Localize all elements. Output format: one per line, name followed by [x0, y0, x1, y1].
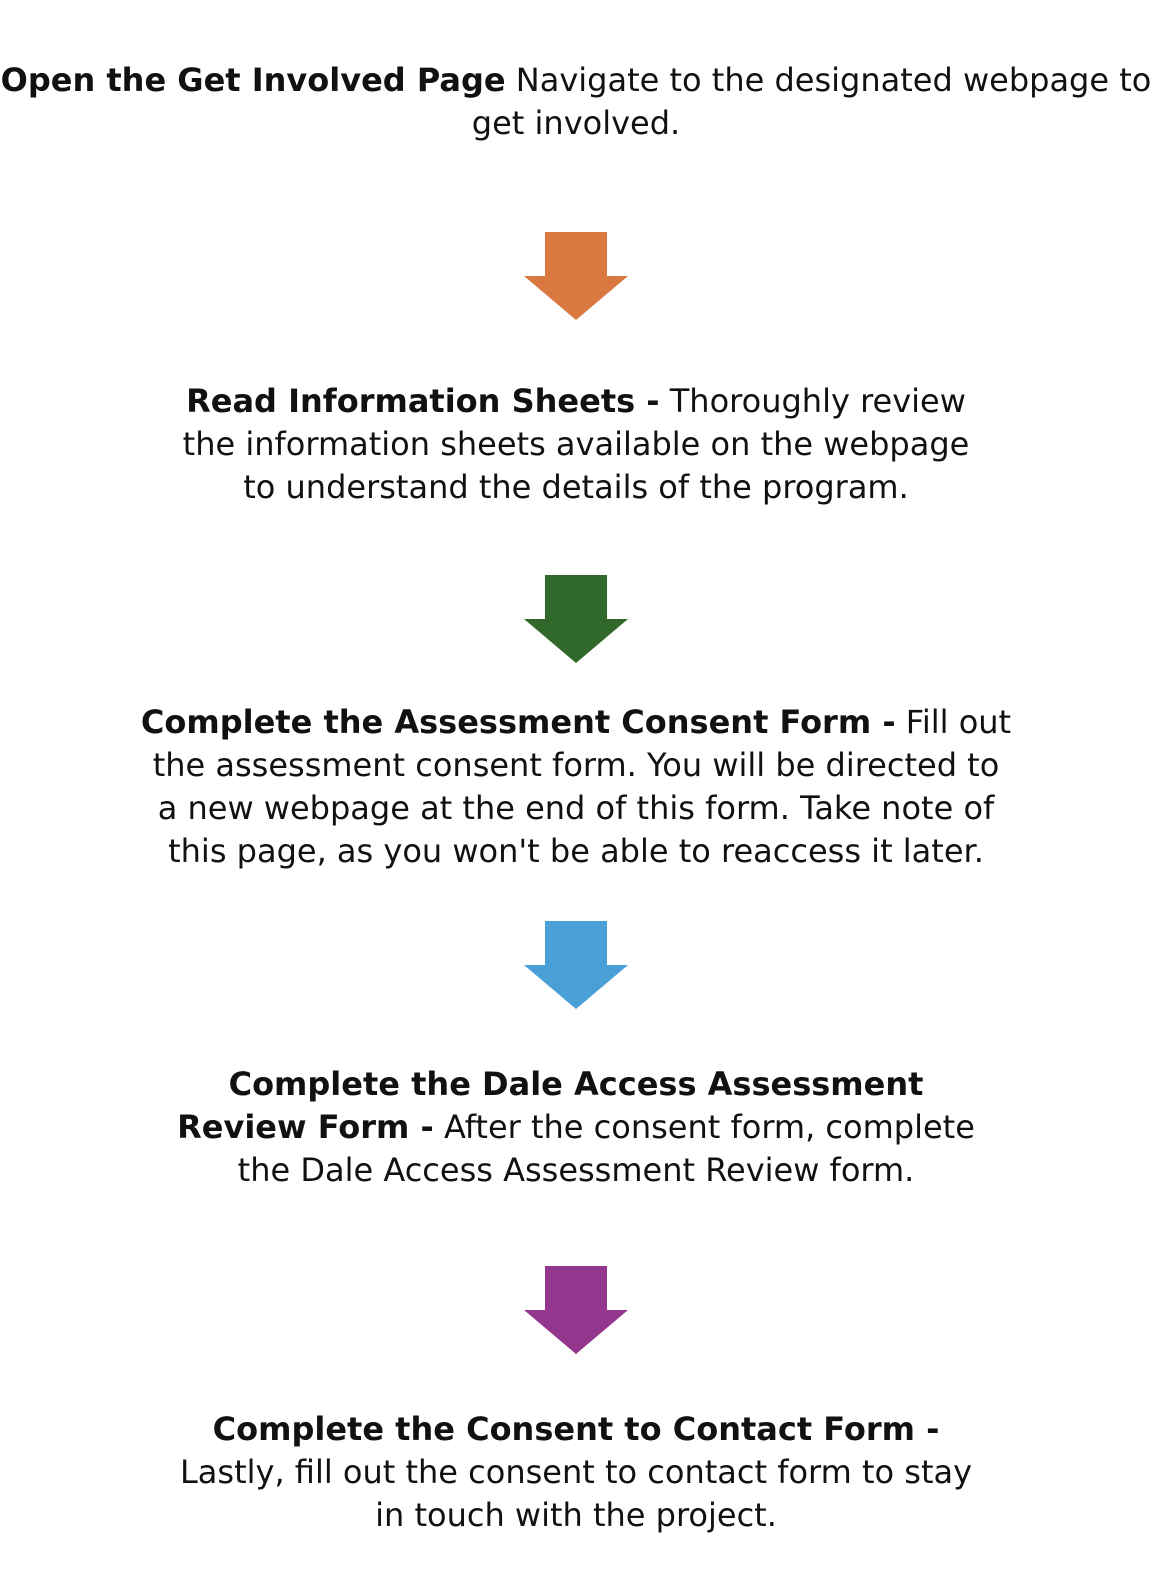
step-2-title: Read Information Sheets - — [186, 382, 660, 420]
down-arrow-icon-2 — [524, 575, 628, 663]
step-4-body: After the consent form, complete the Dale Access Assessment Review form. — [237, 1108, 975, 1189]
step-3-title: Complete the Assessment Consent Form - — [140, 703, 896, 741]
arrow-shape-1 — [524, 232, 628, 320]
arrow-shape-2 — [524, 575, 628, 663]
step-2-body: Thoroughly review the information sheets available on the webpage to understand the details of the program. — [182, 382, 970, 506]
step-3-body: Fill out the assessment consent form. You will be directed to a new webpage at the end of this form. Take note of this page, as you won't be able to reaccess it later. — [152, 703, 1012, 870]
step-1-title: Open the Get Involved Page — [0, 61, 506, 99]
step-1 — [0, 59, 1152, 145]
down-arrow-icon-1 — [524, 232, 628, 320]
step-1-body: Navigate to the designated webpage to get involved. — [471, 61, 1152, 142]
arrow-shape-4 — [524, 1266, 628, 1354]
step-2 — [0, 380, 1152, 509]
step-4-title: Complete the Dale Access Assessment Review Form - — [177, 1065, 924, 1146]
step-5 — [0, 1408, 1152, 1537]
step-5-title: Complete the Consent to Contact Form - — [212, 1410, 940, 1448]
step-5-body: Lastly, fill out the consent to contact form to stay in touch with the project. — [179, 1453, 973, 1534]
down-arrow-icon-3 — [524, 921, 628, 1009]
down-arrow-icon-4 — [524, 1266, 628, 1354]
arrow-shape-3 — [524, 921, 628, 1009]
step-3 — [0, 701, 1152, 873]
step-4 — [0, 1063, 1152, 1192]
